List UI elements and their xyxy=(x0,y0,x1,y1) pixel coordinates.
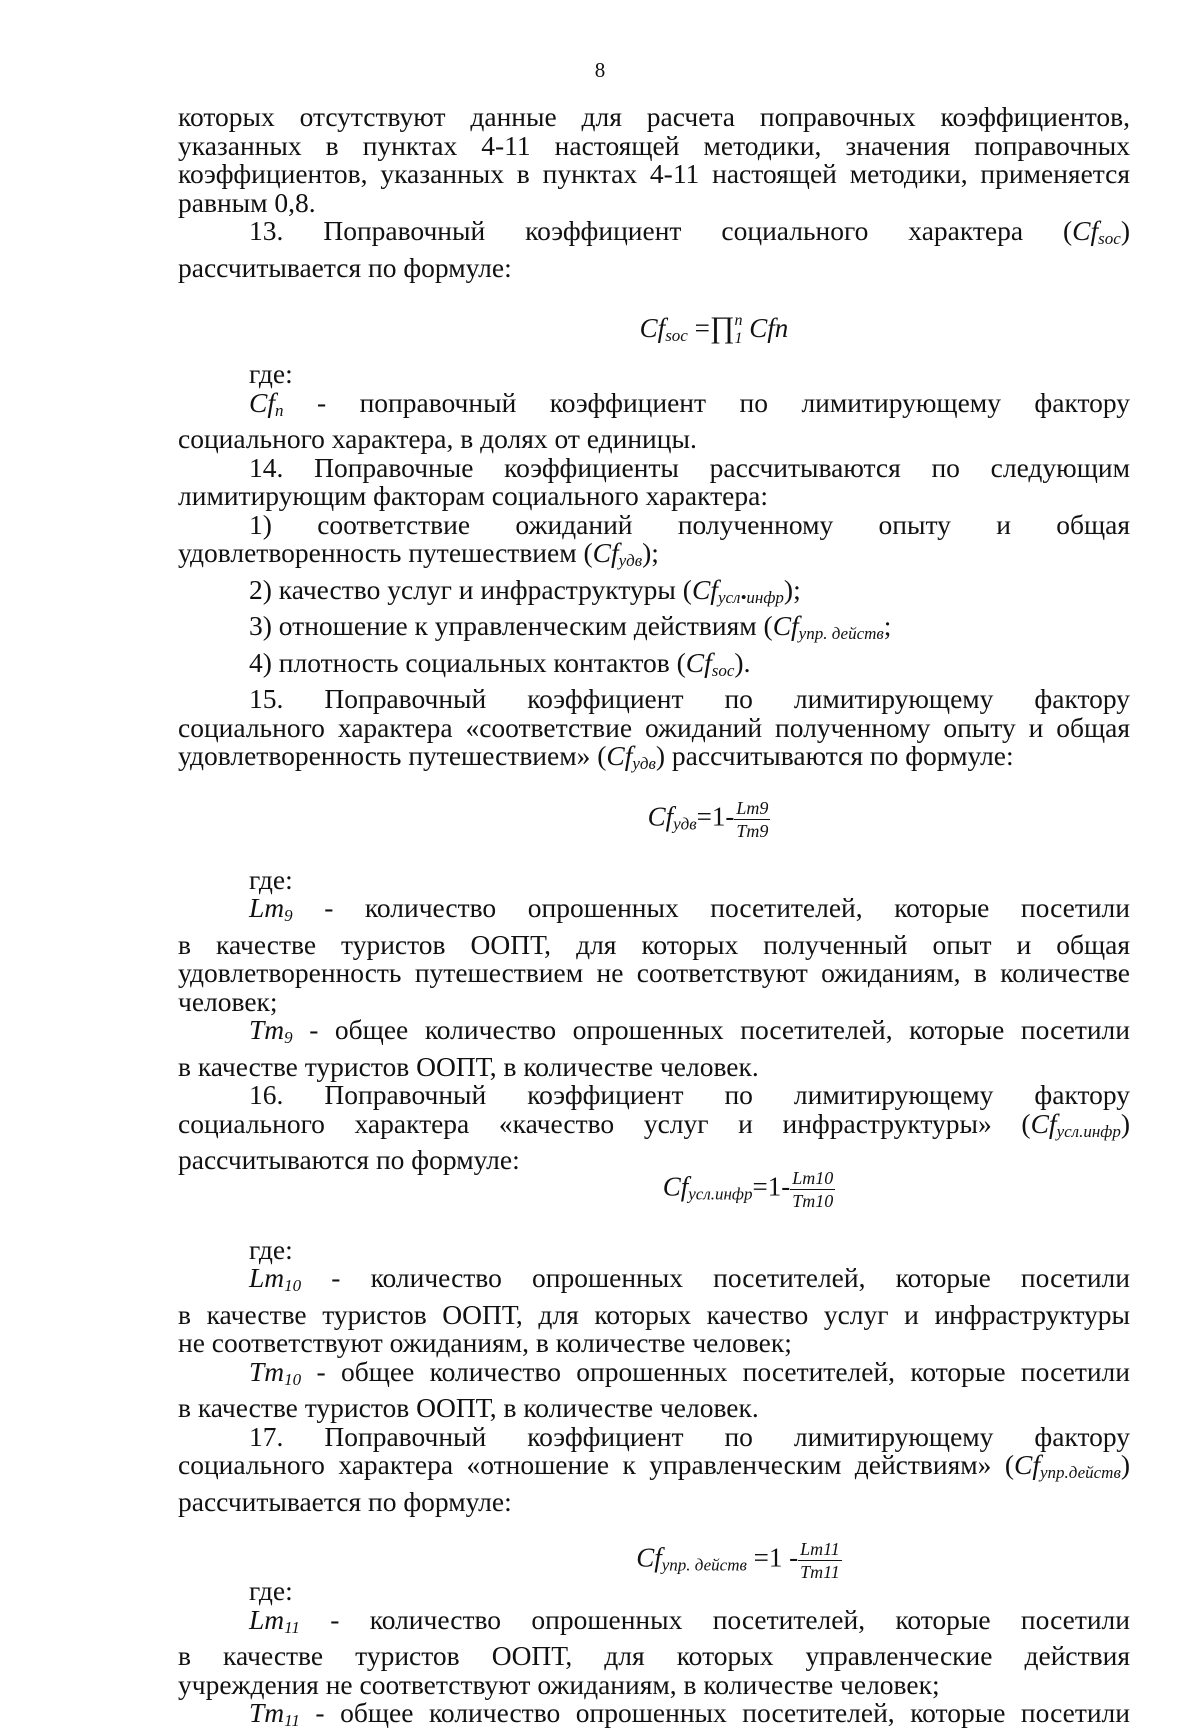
paragraph-line: не соответствуют ожиданиям, в количестве человек; xyxy=(178,1327,792,1358)
paragraph-line: удовлетворенность путешествием не соответствуют ожиданиям, в количестве xyxy=(178,957,1130,988)
where-label: где: xyxy=(249,358,293,389)
formula-cf-udv: $Cf_{удв}=1-$ $\frac{Lm9}{Tm9}$ xyxy=(647,797,769,841)
paragraph-line: человек; xyxy=(178,985,278,1017)
paragraph-line: социального характера «соответствие ожиданий полученному опыту и общая xyxy=(178,711,1130,743)
paragraph-line: в качестве туристов ООПТ, в количестве человек. xyxy=(178,1392,759,1423)
paragraph-line: удовлетворенность путешествием» $(Cf_{удв})$ рассчитываются по формуле: xyxy=(178,740,1014,773)
paragraph-line: рассчитывается по формуле: xyxy=(178,1485,512,1517)
tm10-definition: $Tm_{10}$ - общее количество опрошенных посетителей, которые посетили xyxy=(249,1355,1130,1389)
paragraph-17: 17. Поправочный коэффициент по лимитирующему фактору xyxy=(249,1420,1130,1452)
formula-cf-upr-deistv: $Cf_{упр. действ} =1$ - $\frac{Lm11}{Tm11}$ xyxy=(636,1539,840,1582)
paragraph-line: в качестве туристов ООПТ, для которых полученный опыт и общая xyxy=(178,928,1130,960)
paragraph-line: в качестве туристов ООПТ, для которых управленческие действия xyxy=(178,1640,1130,1671)
paragraph-line: указанных в пунктах 4-11 настоящей методики, значения поправочных xyxy=(178,129,1130,161)
paragraph-line: учреждения не соответствуют ожиданиям, в количестве человек; xyxy=(178,1668,940,1700)
formula-cf-usl-infr: $Cf_{усл.инфр}=1-$ $\frac{Lm10}{Tm10}$ xyxy=(662,1167,834,1211)
tm11-definition: $Tm_{11}$ - общее количество опрошенных посетителей, которые посетили xyxy=(249,1697,1130,1730)
list-item-1: 1) соответствие ожиданий полученному опыту и общая xyxy=(249,508,1130,540)
cfn-definition: $Cf_n$ - поправочный коэффициент по лимитирующему фактору xyxy=(249,386,1130,420)
paragraph-line: рассчитываются по формуле: xyxy=(178,1144,520,1175)
paragraph-line: рассчитывается по формуле: xyxy=(178,251,512,283)
lm10-definition: $Lm_{10}$ - количество опрошенных посетителей, которые посетили xyxy=(249,1262,1130,1295)
where-label: где: xyxy=(249,1233,293,1265)
paragraph-line: коэффициентов, указанных в пунктах 4-11 настоящей методики, применяется xyxy=(178,158,1130,189)
list-item-1-cont: удовлетворенность путешествием $(Cf_{удв})$; xyxy=(178,537,659,570)
page-number: 8 xyxy=(594,58,606,82)
paragraph-line: в качестве туристов ООПТ, для которых качество услуг и инфраструктуры xyxy=(178,1298,1130,1330)
paragraph-line: социального характера, в долях от единицы. xyxy=(178,423,697,454)
paragraph-15: 15. Поправочный коэффициент по лимитирующему фактору xyxy=(249,683,1130,714)
list-item-2: 2) качество услуг и инфраструктуры $(Cf_{усл•инфр})$; xyxy=(249,573,801,607)
paragraph-line: равным 0,8. xyxy=(178,186,316,218)
paragraph-line: которых отсутствуют данные для расчета поправочных коэффициентов, xyxy=(178,101,1130,132)
paragraph-13: 13. Поправочный коэффициент социального характера $(Cf_{soc})$ xyxy=(249,215,1130,248)
lm9-definition: $Lm_9$ - количество опрошенных посетителей, которые посетили xyxy=(249,892,1130,925)
list-item-4: 4) плотность социальных контактов $(Cf_{soc})$. xyxy=(249,646,751,680)
paragraph-line: социального характера «качество услуг и инфраструктуры» $(Cf_{усл.инфр})$ xyxy=(178,1107,1130,1141)
tm9-definition: $Tm_9$ - общее количество опрошенных посетителей, которые посетили xyxy=(249,1014,1130,1047)
paragraph-line: лимитирующим факторам социального характера: xyxy=(178,480,768,511)
where-label: где: xyxy=(249,1575,293,1606)
lm11-definition: $Lm_{11}$ - количество опрошенных посетителей, которые посетили xyxy=(249,1603,1130,1637)
paragraph-14: 14. Поправочные коэффициенты рассчитываются по следующим xyxy=(249,451,1130,483)
where-label: где: xyxy=(249,863,293,895)
paragraph-line: в качестве туристов ООПТ, в количестве человек. xyxy=(178,1050,759,1082)
document-body xyxy=(178,103,1130,1736)
paragraph-line: социального характера «отношение к управленческим действиям» $(Cf_{упр.действ})$ xyxy=(178,1449,1130,1482)
list-item-3: 3) отношение к управленческим действиям ($Cf_{упр. действ}$; xyxy=(249,610,892,643)
formula-cf-soc: $Cf_{soc}$ $=\prod_1^n$ Cfn xyxy=(639,311,789,347)
paragraph-16: 16. Поправочный коэффициент по лимитирующему фактору xyxy=(249,1079,1130,1110)
